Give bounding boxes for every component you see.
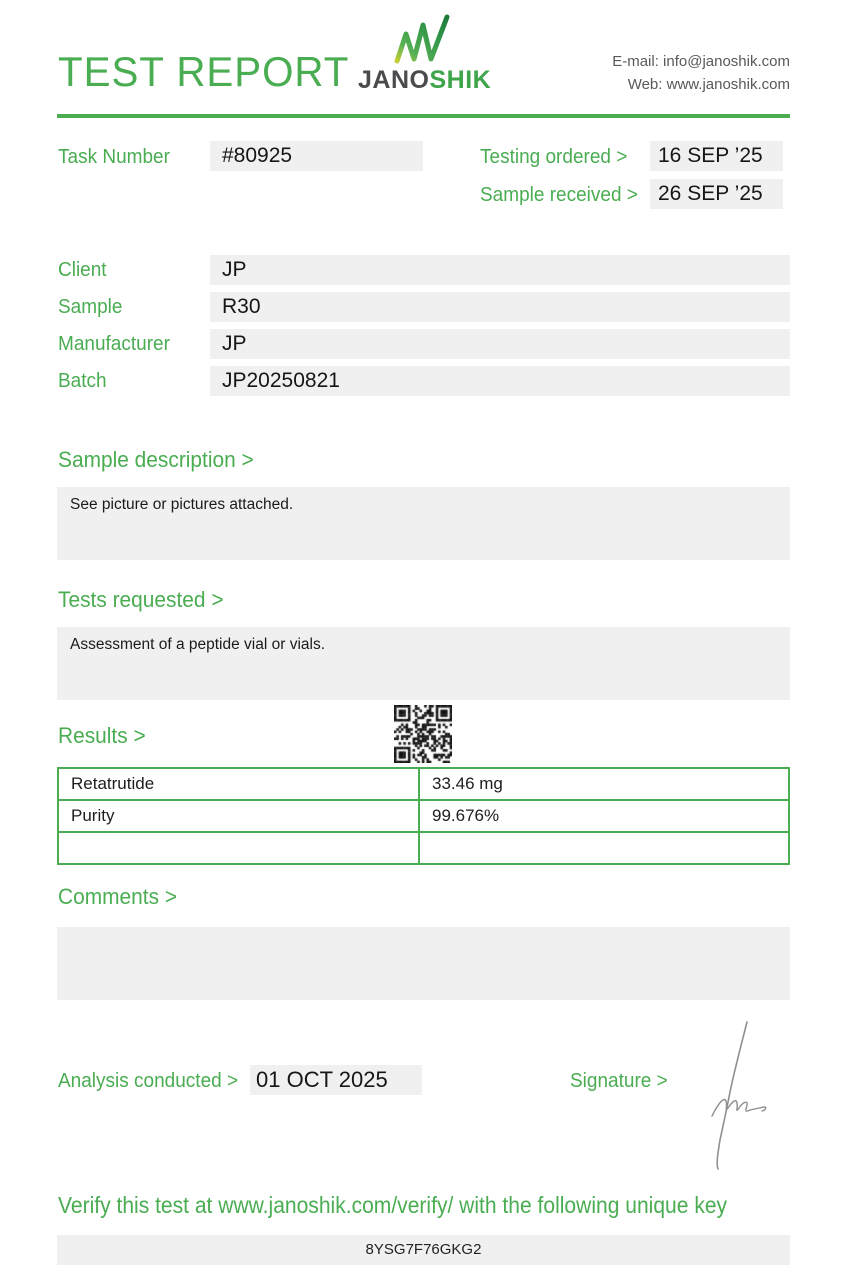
page-title: TEST REPORT bbox=[58, 48, 350, 95]
logo-shik: SHIK bbox=[429, 66, 492, 94]
contact-web: Web: www.janoshik.com bbox=[627, 76, 790, 93]
info-rows bbox=[58, 255, 790, 396]
janoshik-logo bbox=[358, 12, 492, 95]
verify-key: 8YSG7F76GKG2 bbox=[57, 1235, 790, 1265]
result-name: Purity bbox=[59, 801, 420, 831]
client-value: JP bbox=[210, 255, 790, 285]
comments-box bbox=[57, 927, 790, 1000]
results-heading: Results > bbox=[58, 723, 146, 748]
verify-text: Verify this test at www.janoshik.com/verify/ with the following unique key bbox=[58, 1192, 728, 1218]
batch-value: JP20250821 bbox=[210, 366, 790, 396]
info-row-batch bbox=[58, 366, 790, 396]
result-value: 99.676% bbox=[432, 806, 500, 825]
sample-received-value: 26 SEP ’25 bbox=[650, 179, 783, 209]
tests-requested-heading: Tests requested > bbox=[58, 587, 224, 612]
batch-label: Batch bbox=[58, 369, 107, 392]
table-row bbox=[59, 833, 788, 863]
task-number-label: Task Number bbox=[58, 146, 170, 168]
qr-code-icon bbox=[394, 705, 452, 763]
sample-value: R30 bbox=[210, 292, 790, 322]
manufacturer-label: Manufacturer bbox=[58, 332, 170, 355]
client-label: Client bbox=[58, 258, 107, 281]
manufacturer-value: JP bbox=[210, 329, 790, 359]
info-row-client bbox=[58, 255, 790, 285]
info-row-manufacturer bbox=[58, 329, 790, 359]
sample-description-heading: Sample description > bbox=[58, 447, 254, 472]
result-name: Retatrutide bbox=[59, 769, 420, 799]
growth-chart-icon bbox=[390, 12, 456, 64]
contact-email: E-mail: info@janoshik.com bbox=[612, 53, 790, 70]
sample-description-box: See picture or pictures attached. bbox=[57, 487, 790, 560]
testing-ordered-label: Testing ordered > bbox=[480, 146, 628, 168]
contact-block bbox=[612, 50, 790, 96]
analysis-conducted-label: Analysis conducted > bbox=[58, 1070, 239, 1092]
sample-received-label: Sample received > bbox=[480, 184, 638, 206]
results-table bbox=[57, 767, 790, 865]
comments-heading: Comments > bbox=[58, 884, 178, 909]
testing-ordered-value: 16 SEP ’25 bbox=[650, 141, 783, 171]
task-number-value: #80925 bbox=[210, 141, 423, 171]
signature-scribble-icon bbox=[690, 1016, 770, 1172]
logo-wordmark bbox=[358, 66, 492, 95]
result-name bbox=[59, 833, 420, 863]
analysis-date-value: 01 OCT 2025 bbox=[250, 1065, 422, 1095]
logo-jano: JANO bbox=[358, 66, 430, 94]
tests-requested-box: Assessment of a peptide vial or vials. bbox=[57, 627, 790, 700]
result-value: 33.46 mg bbox=[432, 774, 503, 793]
info-row-sample bbox=[58, 292, 790, 322]
sample-label: Sample bbox=[58, 295, 123, 318]
header-divider bbox=[57, 114, 790, 118]
table-row bbox=[59, 801, 788, 833]
table-row bbox=[59, 769, 788, 801]
signature-label: Signature > bbox=[570, 1070, 668, 1092]
result-value bbox=[420, 833, 788, 863]
